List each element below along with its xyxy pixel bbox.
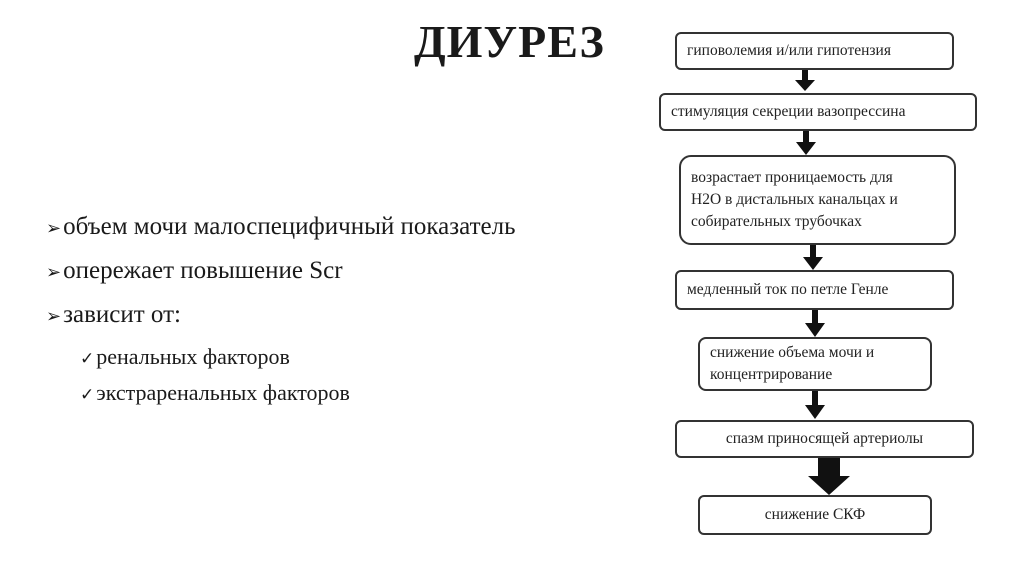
sub-bullet-text: ренальных факторов (96, 344, 290, 369)
flow-arrow (805, 309, 825, 337)
flow-node-text: стимуляция секреции вазопрессина (671, 103, 906, 120)
arrow-bullet-icon: ➢ (46, 262, 62, 283)
flow-node-vasopressin (659, 93, 977, 131)
flow-node-permeability (679, 155, 956, 245)
flow-arrow (805, 391, 825, 419)
flow-node-gfr-decrease (698, 495, 932, 535)
checkmark-icon: ✓ (80, 385, 95, 405)
checkmark-icon: ✓ (80, 349, 95, 369)
flow-node-text: снижение объема мочи и концентрирование (710, 344, 875, 383)
arrow-bullet-icon: ➢ (46, 306, 62, 327)
arrow-bullet-icon: ➢ (46, 218, 62, 239)
flow-node-text: гиповолемия и/или гипотензия (687, 42, 891, 59)
flow-arrow (796, 130, 816, 155)
flow-node-arteriole-spasm (675, 420, 974, 458)
flow-arrow (803, 245, 823, 270)
sub-bullet-text: экстраренальных факторов (96, 380, 350, 405)
flow-node-henle-loop (675, 270, 954, 310)
slide-title: ДИУРЕЗ (414, 16, 605, 67)
flow-arrow (808, 458, 850, 495)
bullet-text: опережает повышение Scr (63, 257, 343, 284)
flow-node-text: снижение СКФ (764, 506, 866, 523)
flow-arrow (795, 70, 815, 91)
flow-node-text: спазм приносящей артериолы (725, 430, 924, 447)
flow-node-hypovolemia (675, 32, 954, 70)
flow-node-text: медленный ток по петле Генле (687, 281, 889, 298)
bullet-text: зависит от: (63, 301, 181, 328)
bullet-text: объем мочи малоспецифичный показатель (63, 213, 516, 240)
flow-node-text: возрастает проницаемость для Н2О в дистальных канальцах и собирательных трубочках (691, 169, 898, 230)
flow-node-urine-volume (698, 337, 932, 391)
